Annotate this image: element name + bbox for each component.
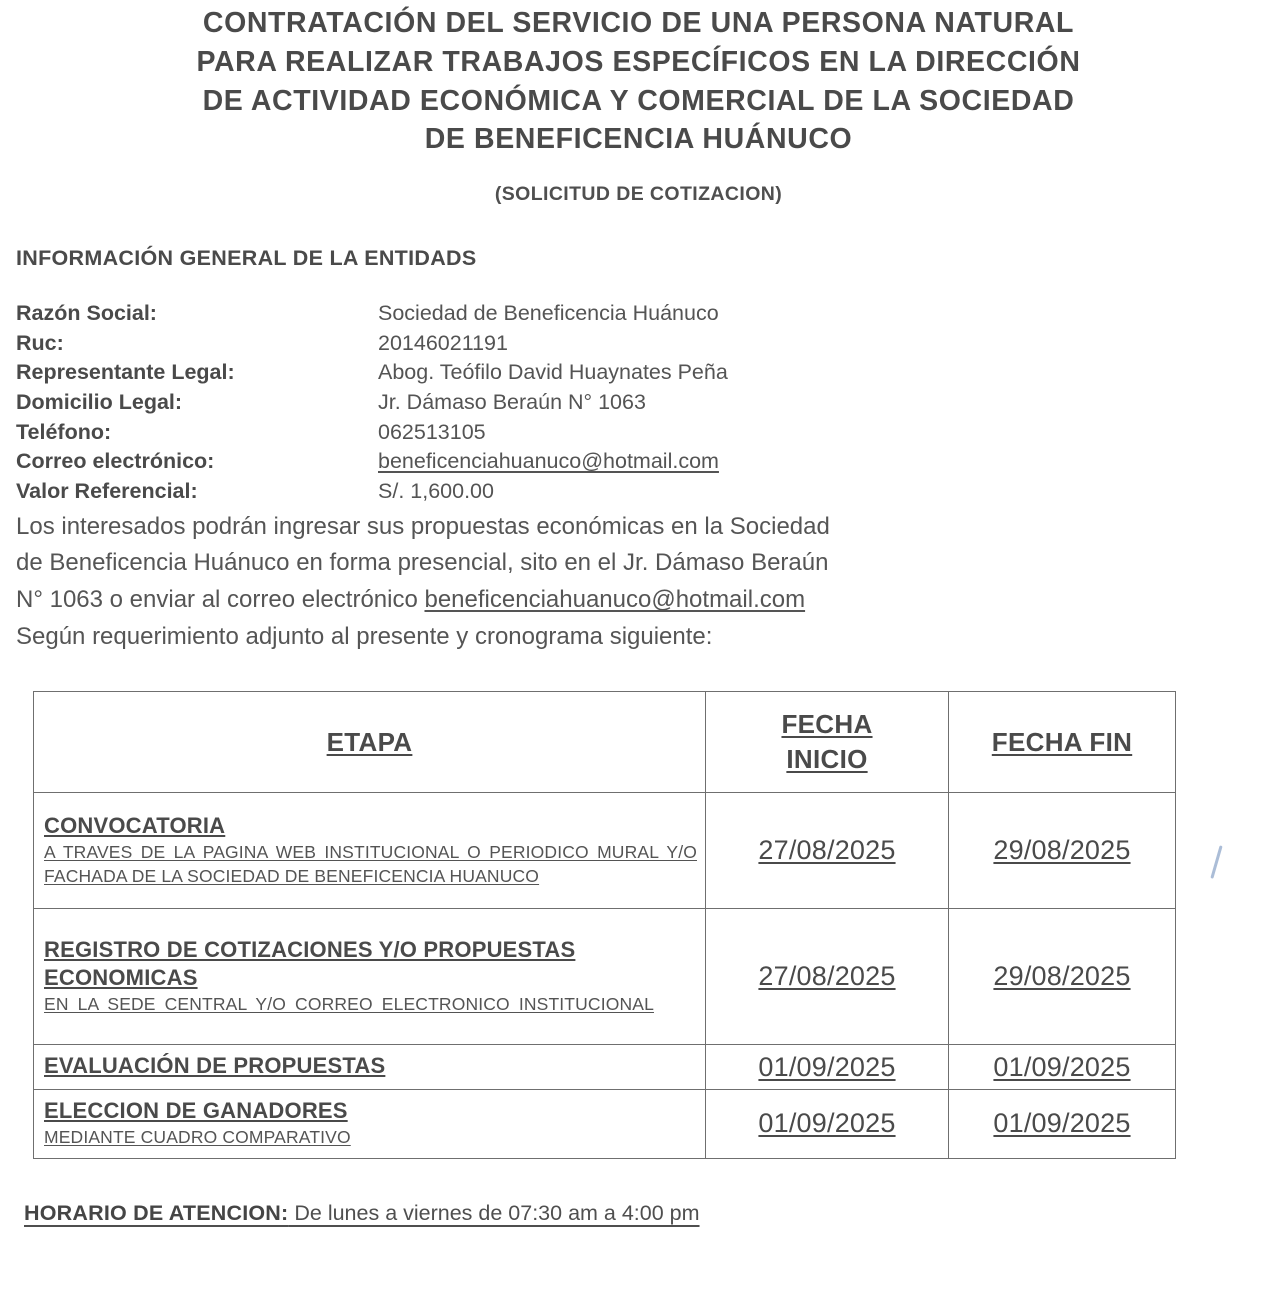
paragraph-email-link[interactable]: beneficenciahuanuco@hotmail.com [424,586,806,614]
title-line-2: PARA REALIZAR TRABAJOS ESPECÍFICOS EN LA DIRECCIÓN [196,45,1081,78]
info-label-ruc: Ruc: [16,330,64,355]
info-row-valor-referencial [16,477,728,507]
info-row-representante-legal [16,358,728,388]
etapa-title: EVALUACIÓN DE PROPUESTAS [44,1053,386,1079]
attention-hours-value: De lunes a viernes de 07:30 am a 4:00 pm [288,1200,700,1225]
paragraph-line-4: Según requerimiento adjunto al presente y cronograma siguiente: [16,622,713,650]
fecha-inicio-value: 01/09/2025 [758,1051,896,1082]
fecha-fin-value: 01/09/2025 [993,1051,1131,1082]
info-row-correo-electronico [16,447,728,477]
info-label-correo-electronico: Correo electrónico: [16,449,215,474]
info-label-representante-legal: Representante Legal: [16,360,235,385]
schedule-cell-fecha-inicio [706,793,949,909]
schedule-table-wrapper [33,691,1175,1158]
schedule-cell-fecha-inicio [706,909,949,1045]
info-row-razon-social [16,299,728,329]
etapa-subtext: A TRAVES DE LA PAGINA WEB INSTITUCIONAL O PERIODICO MURAL Y/O FACHADA DE LA SOCIEDAD DE BENEFICENCIA HUANUCO [44,841,697,886]
table-row [34,1090,1176,1159]
etapa-subtext: EN LA SEDE CENTRAL Y/O CORREO ELECTRONICO INSTITUCIONAL [44,994,654,1015]
etapa-subtext: MEDIANTE CUADRO COMPARATIVO [44,1126,351,1147]
email-link[interactable]: beneficenciahuanuco@hotmail.com [378,449,719,474]
info-value-telefono: 062513105 [378,419,486,444]
schedule-header-fecha-inicio-line2: INICIO [786,744,868,775]
info-label-valor-referencial: Valor Referencial: [16,478,198,503]
attention-hours-footer [24,1201,700,1226]
schedule-header-fecha-inicio [706,692,949,793]
paragraph-line-1: Los interesados podrán ingresar sus propuestas económicas en la Sociedad [16,512,830,540]
schedule-cell-fecha-fin [949,909,1176,1045]
schedule-header-etapa-label: ETAPA [326,726,413,757]
table-row [34,793,1176,909]
paragraph-line-3 [16,582,1189,619]
etapa-title: ELECCION DE GANADORES [44,1098,348,1124]
schedule-header-fecha-inicio-line1: FECHA [781,709,873,740]
info-value-representante-legal: Abog. Teófilo David Huaynates Peña [378,360,728,385]
info-value-domicilio-legal: Jr. Dámaso Beraún N° 1063 [378,389,646,414]
info-label-razon-social: Razón Social: [16,301,157,325]
fecha-fin-value: 29/08/2025 [993,961,1131,992]
fecha-inicio-value: 27/08/2025 [758,835,896,866]
title-line-1: CONTRATACIÓN DEL SERVICIO DE UNA PERSONA NATURAL [202,7,1075,39]
title-line-4: DE BENEFICENCIA HUÁNUCO [424,123,853,156]
info-value-valor-referencial: S/. 1,600.00 [378,478,494,503]
pen-mark-artifact [1215,845,1233,879]
table-row [34,909,1176,1045]
schedule-header-fecha-fin [949,692,1176,793]
info-row-ruc [16,329,728,359]
schedule-cell-fecha-inicio [706,1090,949,1159]
title-line-3: DE ACTIVIDAD ECONÓMICA Y COMERCIAL DE LA SOCIEDAD [202,84,1075,117]
fecha-inicio-value: 27/08/2025 [758,961,896,992]
instructions-paragraph [16,509,1189,656]
info-label-domicilio-legal: Domicilio Legal: [16,389,183,414]
etapa-title: CONVOCATORIA [44,813,226,839]
table-row [34,1045,1176,1090]
info-value-razon-social: Sociedad de Beneficencia Huánuco [378,301,719,325]
section-heading-entity-info: INFORMACIÓN GENERAL DE LA ENTIDADS [16,246,477,270]
fecha-inicio-value: 01/09/2025 [758,1108,896,1139]
schedule-cell-etapa [34,1045,706,1090]
etapa-title: REGISTRO DE COTIZACIONES Y/O PROPUESTAS ECONOMICAS [44,936,576,991]
paragraph-line-3-prefix: N° 1063 o enviar al correo electrónico [16,586,425,614]
info-value-correo-electronico [378,447,728,477]
info-row-telefono [16,418,728,448]
schedule-cell-fecha-fin [949,1090,1176,1159]
schedule-table [33,691,1176,1158]
schedule-header-row [34,692,1176,793]
entity-info-table [16,299,728,507]
schedule-cell-etapa [34,793,706,909]
info-row-domicilio-legal [16,388,728,418]
schedule-header-etapa [34,692,706,793]
schedule-cell-fecha-fin [949,793,1176,909]
paragraph-line-2: de Beneficencia Huánuco en forma presencial, sito en el Jr. Dámaso Beraún [16,549,829,577]
schedule-cell-fecha-fin [949,1045,1176,1090]
info-value-ruc: 20146021191 [378,330,508,355]
info-label-telefono: Teléfono: [16,419,112,444]
fecha-fin-value: 01/09/2025 [993,1108,1131,1139]
document-subtitle: (SOLICITUD DE COTIZACION) [494,183,783,205]
fecha-fin-value: 29/08/2025 [993,835,1131,866]
schedule-cell-fecha-inicio [706,1045,949,1090]
schedule-cell-etapa [34,909,706,1045]
schedule-header-fecha-fin-label: FECHA FIN [991,726,1133,757]
attention-hours-label: HORARIO DE ATENCION: [24,1200,289,1225]
document-title-block [0,0,1277,206]
schedule-cell-etapa [34,1090,706,1159]
